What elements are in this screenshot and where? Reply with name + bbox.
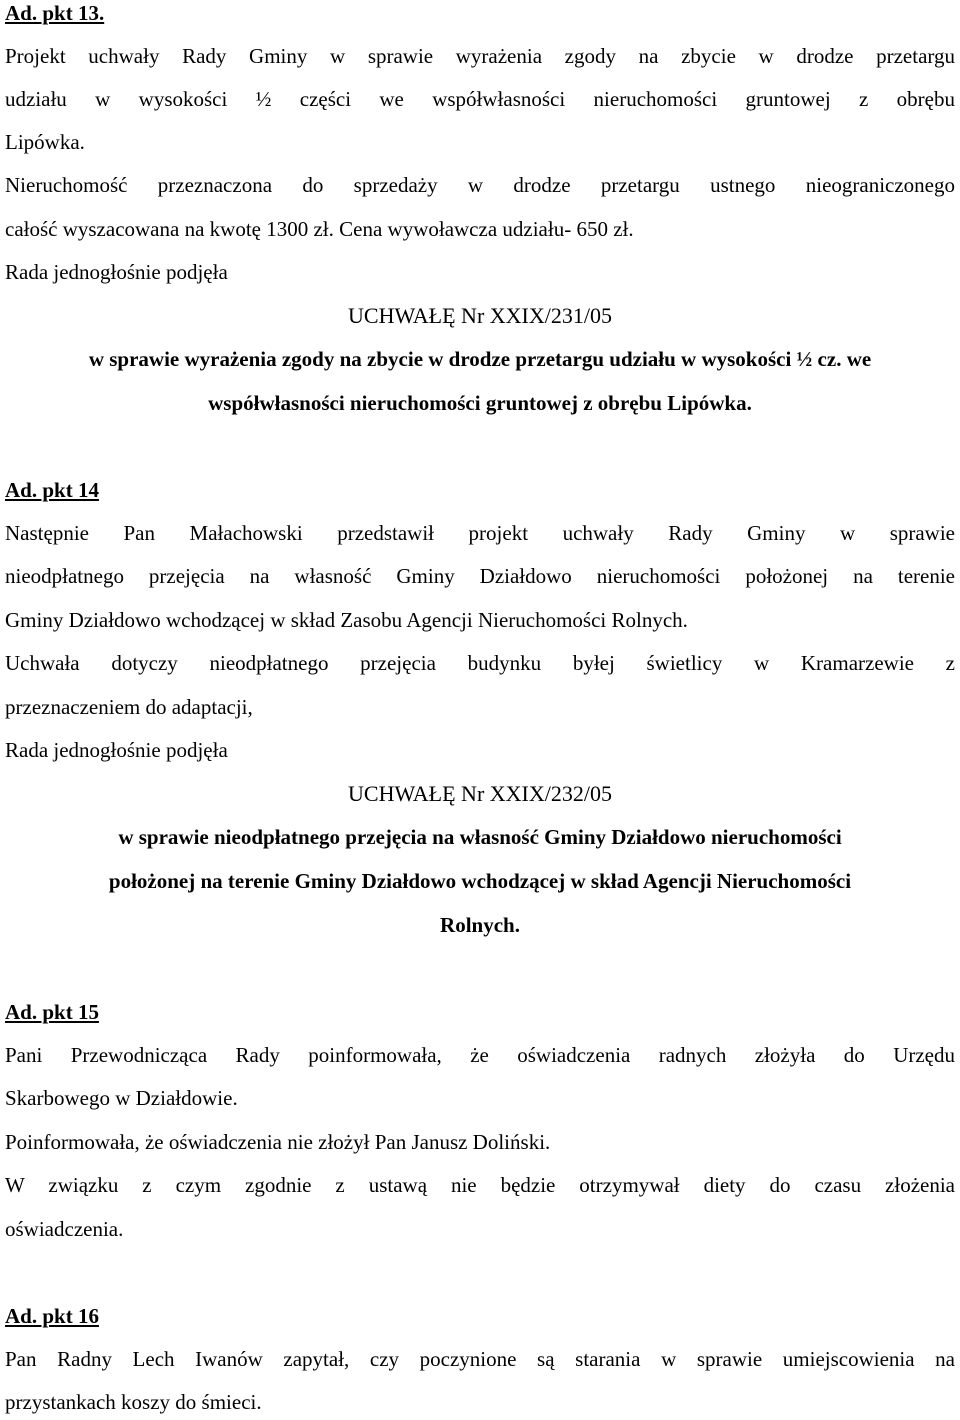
paragraph-line: oświadczenia. bbox=[5, 1217, 124, 1241]
section-heading-pkt-14: Ad. pkt 14 bbox=[5, 478, 99, 502]
paragraph-line: W związku z czym zgodnie z ustawą nie będzie otrzymywał diety do czasu złożenia bbox=[5, 1173, 955, 1197]
paragraph-line: Pan Radny Lech Iwanów zapytał, czy poczynione są starania w sprawie umiejscowienia na bbox=[5, 1347, 955, 1371]
resolution-subject-line: w sprawie nieodpłatnego przejęcia na własność Gminy Działdowo nieruchomości bbox=[118, 825, 842, 849]
section-heading-pkt-13: Ad. pkt 13. bbox=[5, 1, 105, 25]
section-heading-pkt-15: Ad. pkt 15 bbox=[5, 1000, 99, 1024]
paragraph-line: Nieruchomość przeznaczona do sprzedaży w drodze przetargu ustnego nieograniczonego bbox=[5, 173, 955, 197]
paragraph-line: Następnie Pan Małachowski przedstawił projekt uchwały Rady Gminy w sprawie bbox=[5, 521, 955, 545]
paragraph-line: Skarbowego w Działdowie. bbox=[5, 1086, 238, 1110]
paragraph-line: Uchwała dotyczy nieodpłatnego przejęcia budynku byłej świetlicy w Kramarzewie z bbox=[5, 651, 955, 675]
paragraph-line: Gminy Działdowo wchodzącej w skład Zasobu Agencji Nieruchomości Rolnych. bbox=[5, 608, 688, 632]
resolution-title: UCHWAŁĘ Nr XXIX/231/05 bbox=[348, 303, 612, 328]
paragraph-line: Poinformowała, że oświadczenia nie złożył Pan Janusz Doliński. bbox=[5, 1130, 551, 1154]
resolution-subject-line: położonej na terenie Gminy Działdowo wchodzącej w skład Agencji Nieruchomości bbox=[108, 869, 852, 893]
paragraph-line: Rada jednogłośnie podjęła bbox=[5, 738, 228, 762]
paragraph-line: Pani Przewodnicząca Rady poinformowała, że oświadczenia radnych złożyła do Urzędu bbox=[5, 1043, 955, 1067]
paragraph-line: Projekt uchwały Rady Gminy w sprawie wyrażenia zgody na zbycie w drodze przetargu bbox=[5, 44, 955, 68]
paragraph-line: udziału w wysokości ½ części we współwłasności nieruchomości gruntowej z obrębu bbox=[5, 87, 955, 111]
resolution-title: UCHWAŁĘ Nr XXIX/232/05 bbox=[348, 781, 612, 806]
paragraph-line: całość wyszacowana na kwotę 1300 zł. Cena wywoławcza udziału- 650 zł. bbox=[5, 217, 634, 241]
resolution-subject-line: współwłasności nieruchomości gruntowej z obrębu Lipówka. bbox=[208, 391, 752, 415]
paragraph-line: przeznaczeniem do adaptacji, bbox=[5, 695, 253, 719]
section-heading-pkt-16: Ad. pkt 16 bbox=[5, 1304, 99, 1328]
resolution-subject-line: w sprawie wyrażenia zgody na zbycie w drodze przetargu udziału w wysokości ½ cz. we bbox=[88, 347, 872, 371]
paragraph-line: Rada jednogłośnie podjęła bbox=[5, 260, 228, 284]
paragraph-line: nieodpłatnego przejęcia na własność Gminy Działdowo nieruchomości położonej na terenie bbox=[5, 564, 955, 588]
paragraph-line: przystankach koszy do śmieci. bbox=[5, 1390, 262, 1414]
paragraph-line: Lipówka. bbox=[5, 130, 85, 154]
resolution-subject-line: Rolnych. bbox=[440, 913, 520, 937]
